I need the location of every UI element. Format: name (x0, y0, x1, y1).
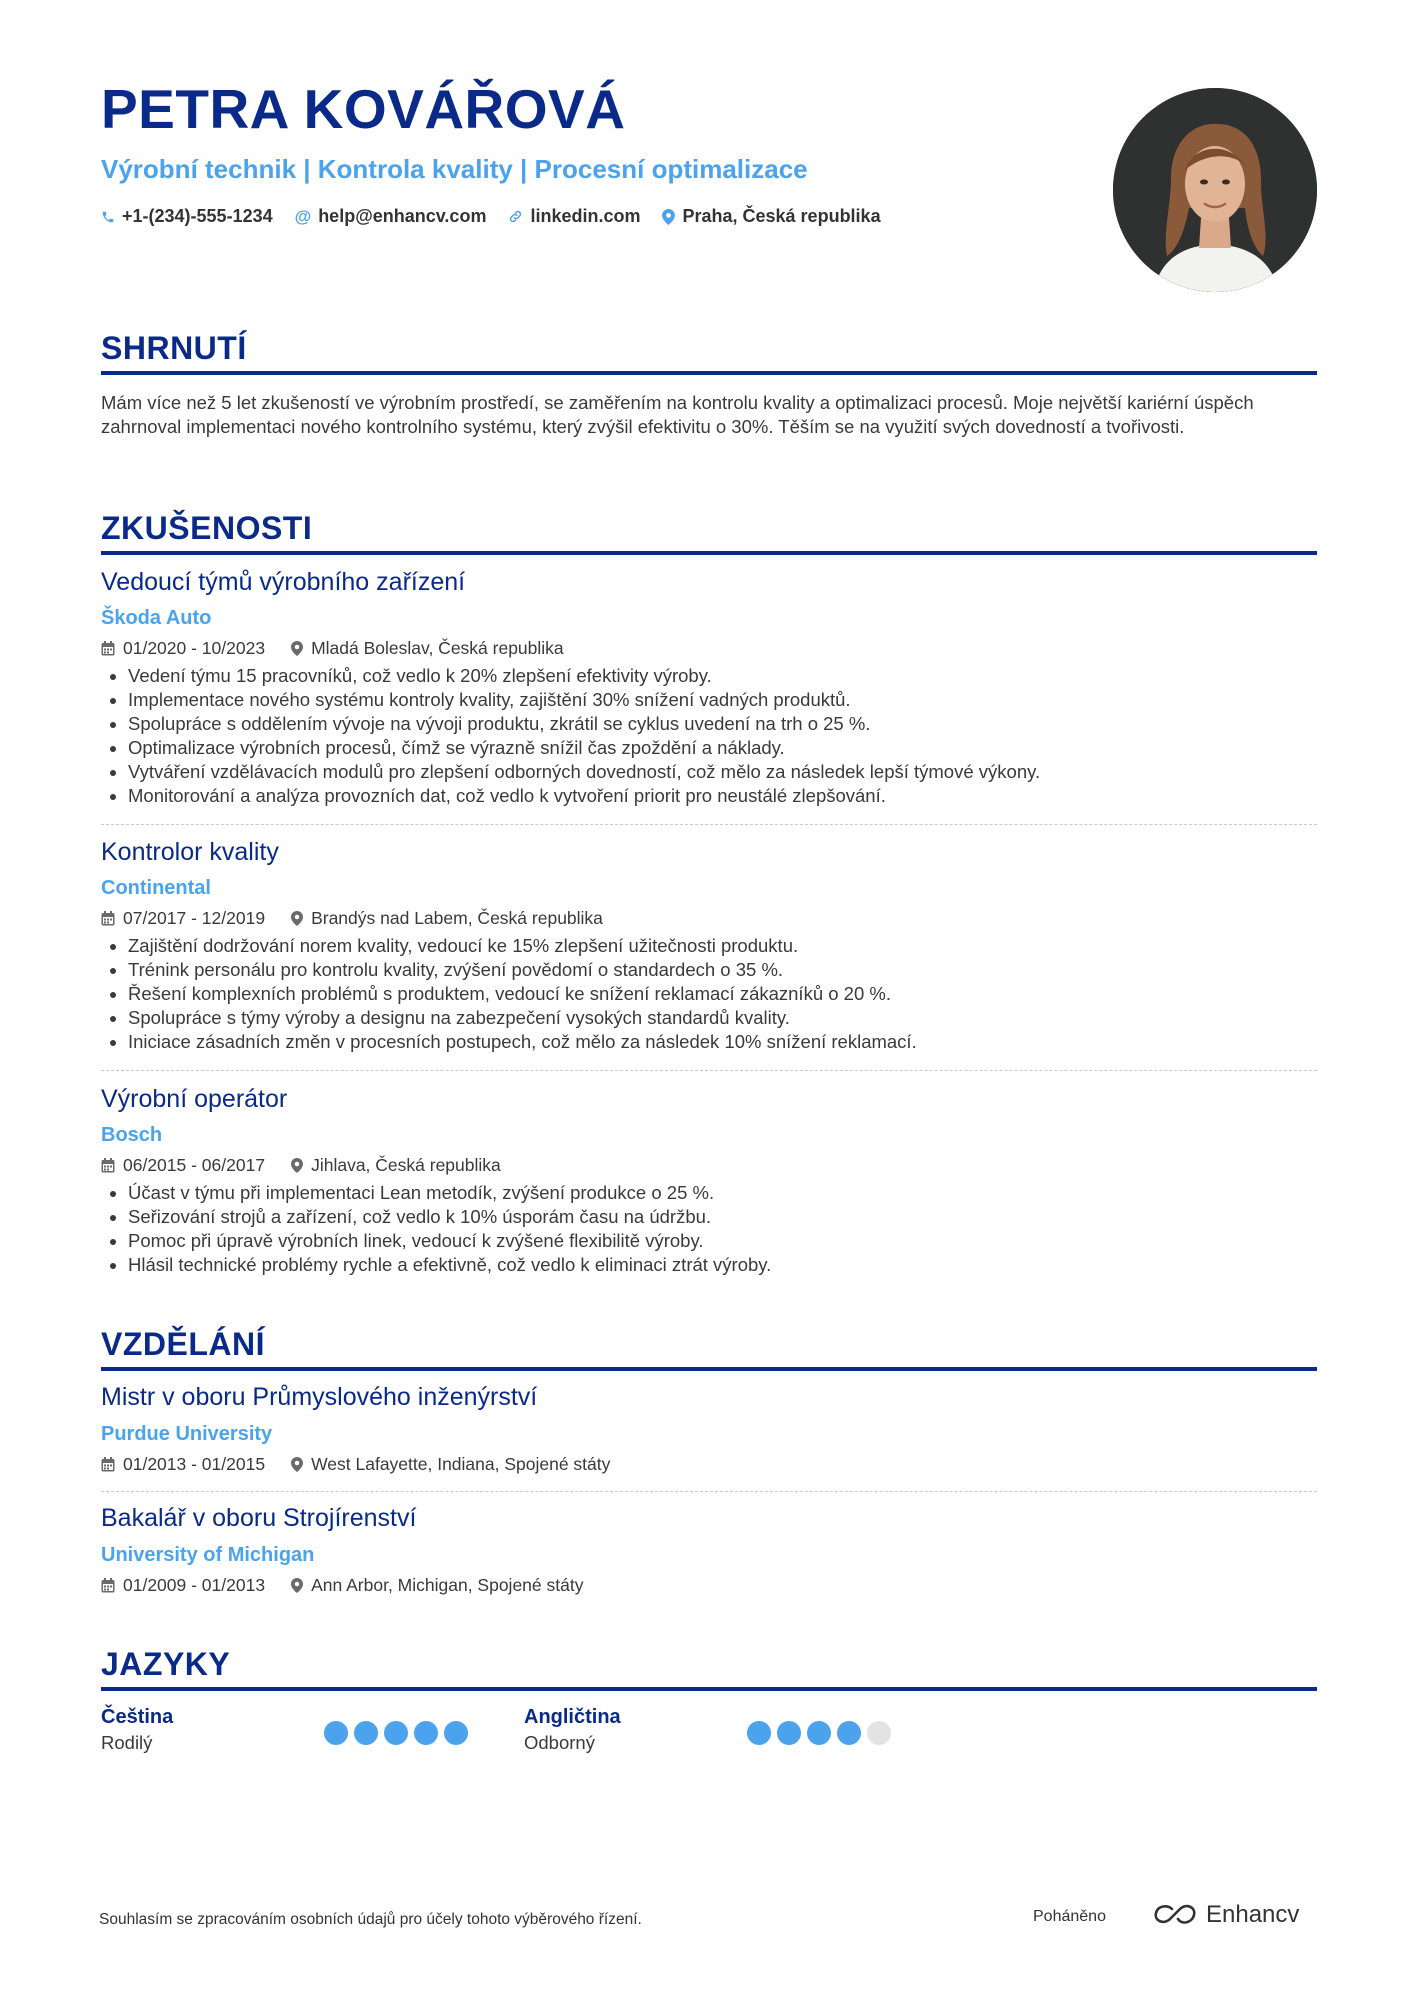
list-item: • Hlásil technické problémy rychle a efektivně, což vedlo k eliminaci ztrát výroby. (128, 1253, 1318, 1277)
job-bullets (101, 934, 1318, 1054)
job-bullets (101, 664, 1318, 808)
rating-dot-filled (324, 1721, 348, 1745)
experience-title: ZKUŠENOSTI (101, 510, 313, 546)
contact-linkedin[interactable] (508, 206, 640, 227)
job-dates: 07/2017 - 12/2019 (123, 908, 266, 928)
item-divider (101, 1070, 1317, 1071)
job-dates: 01/2020 - 10/2023 (123, 638, 266, 658)
enhancv-logo-text: Enhancv (1206, 1901, 1300, 1928)
education-location: Ann Arbor, Michigan, Spojené státy (311, 1575, 584, 1595)
contact-phone-text: +1-(234)-555-1234 (122, 206, 273, 226)
list-item: • Vytváření vzdělávacích modulů pro zlepšení odborných dovedností, což mělo za následek lepší týmové výkony. (128, 760, 1318, 784)
list-item: • Účast v týmu při implementaci Lean metodík, zvýšení produkce o 25 %. (128, 1181, 1318, 1205)
location-pin-icon (291, 1578, 303, 1593)
education-meta (101, 1454, 610, 1475)
list-item: • Řešení komplexních problémů s produktem, vedoucí ke snížení reklamací zákazníků o 20 %. (128, 982, 1318, 1006)
education-location: West Lafayette, Indiana, Spojené státy (311, 1454, 611, 1474)
calendar-icon (101, 911, 115, 926)
rating-dot-filled (444, 1721, 468, 1745)
job-company: Škoda Auto (101, 607, 212, 629)
job-meta (101, 908, 603, 929)
list-item: • Seřizování strojů a zařízení, což vedlo k 10% úsporám času na údržbu. (128, 1205, 1318, 1229)
job-meta (101, 1155, 501, 1176)
language-name: Čeština (101, 1706, 174, 1728)
list-item: • Trénink personálu pro kontrolu kvality, zvýšení povědomí o standardech o 35 %. (128, 958, 1318, 982)
rating-dot-filled (414, 1721, 438, 1745)
rating-dot-filled (384, 1721, 408, 1745)
education-title: VZDĚLÁNÍ (101, 1326, 265, 1362)
enhancv-logo[interactable] (1152, 1901, 1299, 1929)
location-pin-icon (291, 911, 303, 926)
calendar-icon (101, 641, 115, 656)
job-company: Continental (101, 877, 211, 899)
education-school: University of Michigan (101, 1544, 315, 1566)
contact-location-text: Praha, Česká republika (682, 206, 881, 226)
job-location: Jihlava, Česká republika (311, 1155, 501, 1175)
rating-dot-filled (777, 1721, 801, 1745)
calendar-icon (101, 1457, 115, 1472)
location-pin-icon (291, 1158, 303, 1173)
job-title: Vedoucí týmů výrobního zařízení (101, 568, 466, 596)
list-item: • Spolupráce s oddělením vývoje na vývoji produktu, zkrátil se cyklus uvedení na trh o 25 %. (128, 712, 1318, 736)
job-company: Bosch (101, 1124, 163, 1146)
list-item: • Implementace nového systému kontroly kvality, zajištění 30% snížení vadných produktů. (128, 688, 1318, 712)
list-item: • Pomoc při úpravě výrobních linek, vedoucí k zvýšené flexibilitě výroby. (128, 1229, 1318, 1253)
calendar-icon (101, 1158, 115, 1173)
list-item: • Vedení týmu 15 pracovníků, což vedlo k 20% zlepšení efektivity výroby. (128, 664, 1318, 688)
language-name: Angličtina (524, 1706, 621, 1728)
contact-phone[interactable] (101, 206, 273, 227)
item-divider (101, 824, 1317, 825)
list-item: • Monitorování a analýza provozních dat, což vedlo k vytvoření priorit pro neustálé zlepšování. (128, 784, 1318, 808)
section-rule (101, 1687, 1317, 1691)
item-divider (101, 1491, 1317, 1492)
languages-title: JAZYKY (101, 1646, 231, 1682)
rating-dot-filled (354, 1721, 378, 1745)
language-level: Odborný (524, 1732, 595, 1753)
list-item: • Spolupráce s týmy výroby a designu na zabezpečení vysokých standardů kvality. (128, 1006, 1318, 1030)
location-pin-icon (291, 641, 303, 656)
education-dates: 01/2009 - 01/2013 (123, 1575, 266, 1595)
rating-dot-filled (807, 1721, 831, 1745)
rating-dot-empty (867, 1721, 891, 1745)
job-location: Mladá Boleslav, Česká republika (311, 638, 564, 658)
language-rating (324, 1721, 468, 1745)
location-pin-icon (291, 1457, 303, 1472)
link-icon (508, 209, 523, 224)
location-pin-icon (662, 209, 675, 225)
summary-title: SHRNUTÍ (101, 330, 247, 366)
summary-text: Mám více než 5 let zkušeností ve výrobním prostředí, se zaměřením na kontrolu kvality a optimalizaci procesů. Moje největší kariérní úspěch zahrnoval implementaci nového kontrolního systému, který zvýšil efektivitu o 30%. Těším se na využití svých dovedností a tvořivosti. (101, 392, 1254, 437)
profile-photo (1113, 88, 1317, 292)
contact-bar (101, 206, 881, 227)
list-item: • Optimalizace výrobních procesů, čímž se výrazně snížil čas zpoždění a náklady. (128, 736, 1318, 760)
at-icon: @ (294, 206, 312, 226)
calendar-icon (101, 1578, 115, 1593)
language-rating (747, 1721, 891, 1745)
rating-dot-filled (747, 1721, 771, 1745)
contact-linkedin-text: linkedin.com (530, 206, 641, 226)
candidate-headline: Výrobní technik | Kontrola kvality | Procesní optimalizace (101, 154, 808, 184)
job-location: Brandýs nad Labem, Česká republika (311, 908, 603, 928)
contact-email-text: help@enhancv.com (318, 206, 487, 226)
language-level: Rodilý (101, 1732, 153, 1753)
enhancv-logo-icon (1152, 1903, 1198, 1927)
rating-dot-filled (837, 1721, 861, 1745)
contact-location (662, 206, 880, 227)
job-bullets (101, 1181, 1318, 1277)
job-meta (101, 638, 564, 659)
list-item: • Zajištění dodržování norem kvality, vedoucí ke 15% zlepšení užitečnosti produktu. (128, 934, 1318, 958)
consent-text: Souhlasím se zpracováním osobních údajů pro účely tohoto výběrového řízení. (99, 1911, 642, 1928)
education-meta (101, 1575, 583, 1596)
section-rule (101, 1367, 1317, 1371)
education-school: Purdue University (101, 1423, 273, 1445)
education-degree: Mistr v oboru Průmyslového inženýrství (101, 1383, 538, 1411)
list-item: • Iniciace zásadních změn v procesních postupech, což mělo za následek 10% snížení reklamací. (128, 1030, 1318, 1054)
candidate-name: PETRA KOVÁŘOVÁ (101, 78, 626, 140)
education-dates: 01/2013 - 01/2015 (123, 1454, 266, 1474)
section-rule (101, 551, 1317, 555)
contact-email[interactable] (295, 206, 487, 227)
job-title: Kontrolor kvality (101, 838, 279, 866)
job-dates: 06/2015 - 06/2017 (123, 1155, 266, 1175)
job-title: Výrobní operátor (101, 1085, 288, 1113)
education-degree: Bakalář v oboru Strojírenství (101, 1504, 417, 1532)
phone-icon (101, 210, 115, 224)
powered-by-label: Poháněno (1033, 1908, 1106, 1925)
section-rule (101, 371, 1317, 375)
